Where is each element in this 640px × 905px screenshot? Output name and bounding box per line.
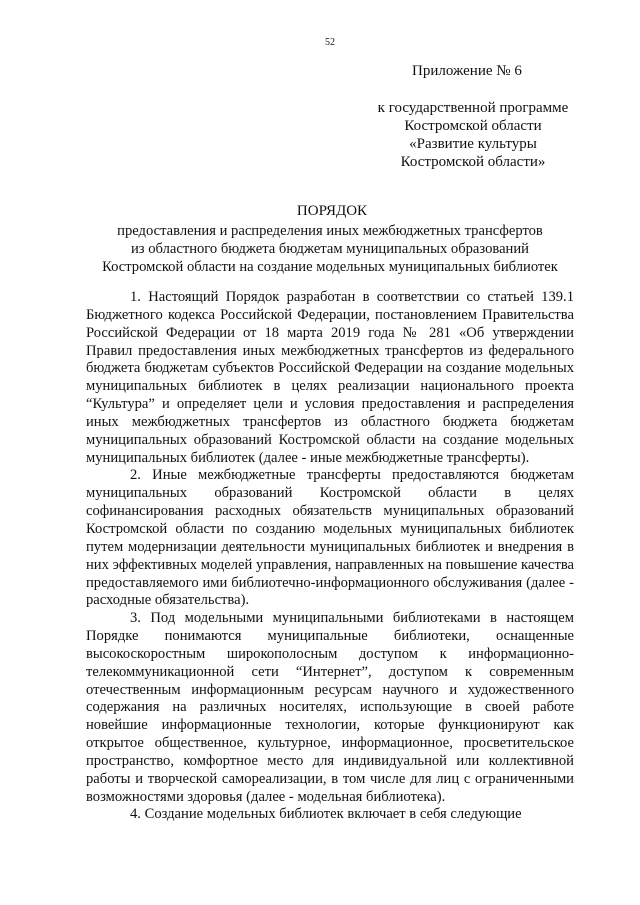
document-title: ПОРЯДОК: [296, 203, 368, 219]
paragraph-3: 3. Под модельными муниципальными библиотеками в настоящем Порядке понимаются муниципальные библиотеки, оснащенные высокоскоростным широкополосным доступом к информационно-телекоммуникационной сети “Интернет”, доступом к современным отечественным информационным ресурсам научного и художественного содержания на различных носителях, использующие в своей работе новейшие информационные технологии, которые функционируют как открытое общественное, культурное, информационное, просветительское пространство, комфортное место для индивидуальной или коллективной работы и творческой самореализации, в том числе для лиц с ограниченными возможностями здоровья (далее - модельная библиотека).: [86, 610, 574, 805]
page-number: 52: [325, 37, 335, 48]
annex-line: Костромской области: [404, 118, 542, 134]
annex-line: «Развитие культуры: [409, 136, 537, 152]
appendix-label: Приложение № 6: [412, 63, 522, 79]
subtitle-line: предоставления и распределения иных межбюджетных трансфертов: [117, 223, 543, 239]
subtitle-line: Костромской области на создание модельных муниципальных библиотек: [102, 259, 558, 275]
document-subtitle: [86, 222, 574, 276]
paragraph-1: 1. Настоящий Порядок разработан в соответствии со статьей 139.1 Бюджетного кодекса Российской Федерации, постановлением Правительства Российской Федерации от 18 марта 2019 года № 281 «Об утверждении Правил предоставления иных межбюджетных трансфертов из федерального бюджета бюджетам субъектов Российской Федерации на создание модельных муниципальных библиотек в целях реализации национального проекта “Культура” и определяет цели и условия предоставления и распределения иных межбюджетных трансфертов из областного бюджета бюджетам муниципальных образований Костромской области на создание модельных муниципальных библиотек (далее - иные межбюджетные трансферты).: [86, 289, 574, 466]
document-body: [86, 289, 574, 824]
annex-reference: [368, 99, 578, 171]
subtitle-line: из областного бюджета бюджетам муниципальных образований: [131, 241, 529, 257]
annex-line: Костромской области»: [400, 154, 546, 170]
annex-line: к государственной программе: [377, 100, 569, 116]
paragraph-2: 2. Иные межбюджетные трансферты предоставляются бюджетам муниципальных образований Костромской области в целях софинансирования расходных обязательств муниципальных образований Костромской области по созданию модельных муниципальных библиотек путем модернизации деятельности муниципальных библиотек и внедрения в них эффективных моделей управления, направленных на повышение качества предоставляемого ими библиотечно-информационного обслуживания (далее - расходные обязательства).: [86, 467, 574, 609]
paragraph-4: 4. Создание модельных библиотек включает в себя следующие: [130, 806, 522, 823]
